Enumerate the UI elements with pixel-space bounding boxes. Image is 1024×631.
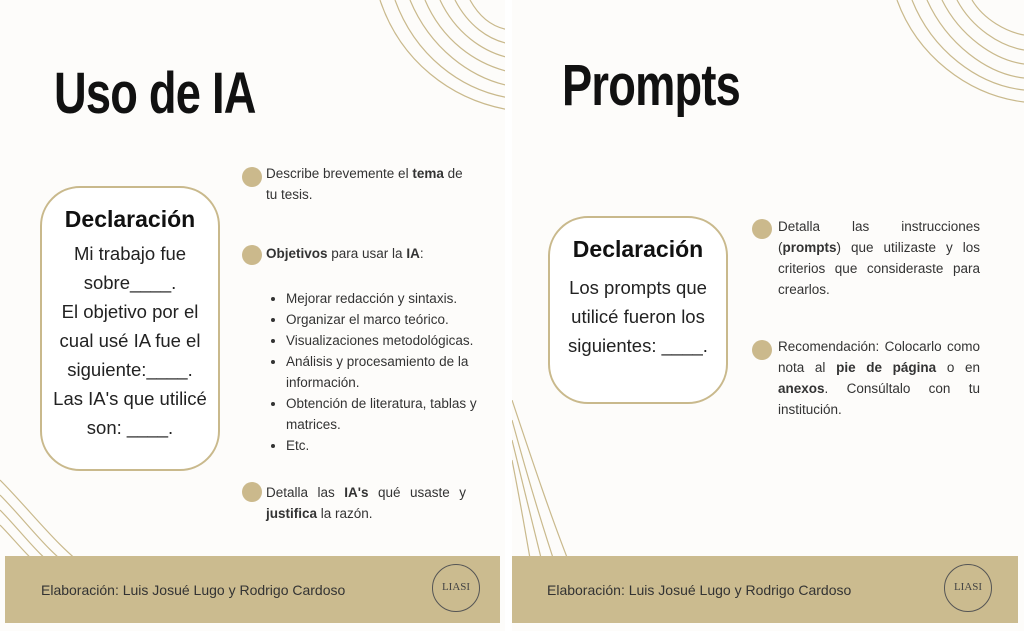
decorative-curves xyxy=(0,470,100,570)
bullet-dot-icon xyxy=(752,219,772,239)
declaration-card xyxy=(40,186,220,471)
card-line: Los prompts que xyxy=(569,277,707,298)
decorative-curves xyxy=(370,0,505,120)
decorative-curves xyxy=(512,400,582,570)
card-heading: Declaración xyxy=(64,206,196,232)
bullet-dot-icon xyxy=(752,340,772,360)
list-item: • Mejorar redacción y sintaxis. xyxy=(286,288,491,309)
recommendation: Recomendación: Colocarlo como nota al pie de página o en anexos. Consúltalo con tu institución. xyxy=(778,339,980,417)
footer-credits: Elaboración: Luis Josué Lugo y Rodrigo Cardoso xyxy=(41,582,346,598)
instruction-justify: Detalla las IA's qué usaste y justifica la razón. xyxy=(266,485,466,521)
card-line: siguiente:____. xyxy=(67,359,193,380)
list-item: • Etc. xyxy=(286,435,491,456)
slide-uso-de-ia xyxy=(0,0,505,631)
page-title: Uso de IA xyxy=(54,61,256,126)
footer-bar xyxy=(512,556,1018,623)
slide-prompts xyxy=(512,0,1024,631)
list-item: • Visualizaciones metodológicas. xyxy=(286,330,491,351)
instruction-prompts: Detalla las instrucciones (prompts) que utilizaste y los criterios que consideraste para crearlos. xyxy=(778,219,980,297)
page-title: Prompts xyxy=(562,53,741,118)
declaration-card xyxy=(548,216,728,404)
bullet-dot-icon xyxy=(242,482,262,502)
list-item: • Análisis y procesamiento de la información. xyxy=(286,351,491,393)
card-line: sobre____. xyxy=(83,272,177,293)
objectives-list xyxy=(264,288,491,456)
card-line: son: ____. xyxy=(86,417,174,438)
card-heading: Declaración xyxy=(572,236,704,262)
bullet-dot-icon xyxy=(242,167,262,187)
bullet-dot-icon xyxy=(242,245,262,265)
footer-credits: Elaboración: Luis Josué Lugo y Rodrigo Cardoso xyxy=(547,582,852,598)
card-line: utilicé fueron los xyxy=(571,306,705,327)
footer-bar xyxy=(5,556,500,623)
lab-seal-icon: LIASI xyxy=(432,564,480,612)
instruction-topic: Describe brevemente el tema de tu tesis. xyxy=(266,166,463,202)
card-line: Mi trabajo fue xyxy=(73,243,187,264)
card-line: El objetivo por el xyxy=(61,301,199,322)
card-line: Las IA's que utilicé xyxy=(53,388,207,409)
list-item: • Obtención de literatura, tablas y matrices. xyxy=(286,393,491,435)
lab-seal-icon: LIASI xyxy=(944,564,992,612)
list-item: • Organizar el marco teórico. xyxy=(286,309,491,330)
card-line: siguientes: ____. xyxy=(568,335,708,356)
instruction-objectives: Objetivos para usar la IA: xyxy=(266,246,424,261)
card-line: cual usé IA fue el xyxy=(59,330,201,351)
decorative-curves xyxy=(892,0,1024,110)
